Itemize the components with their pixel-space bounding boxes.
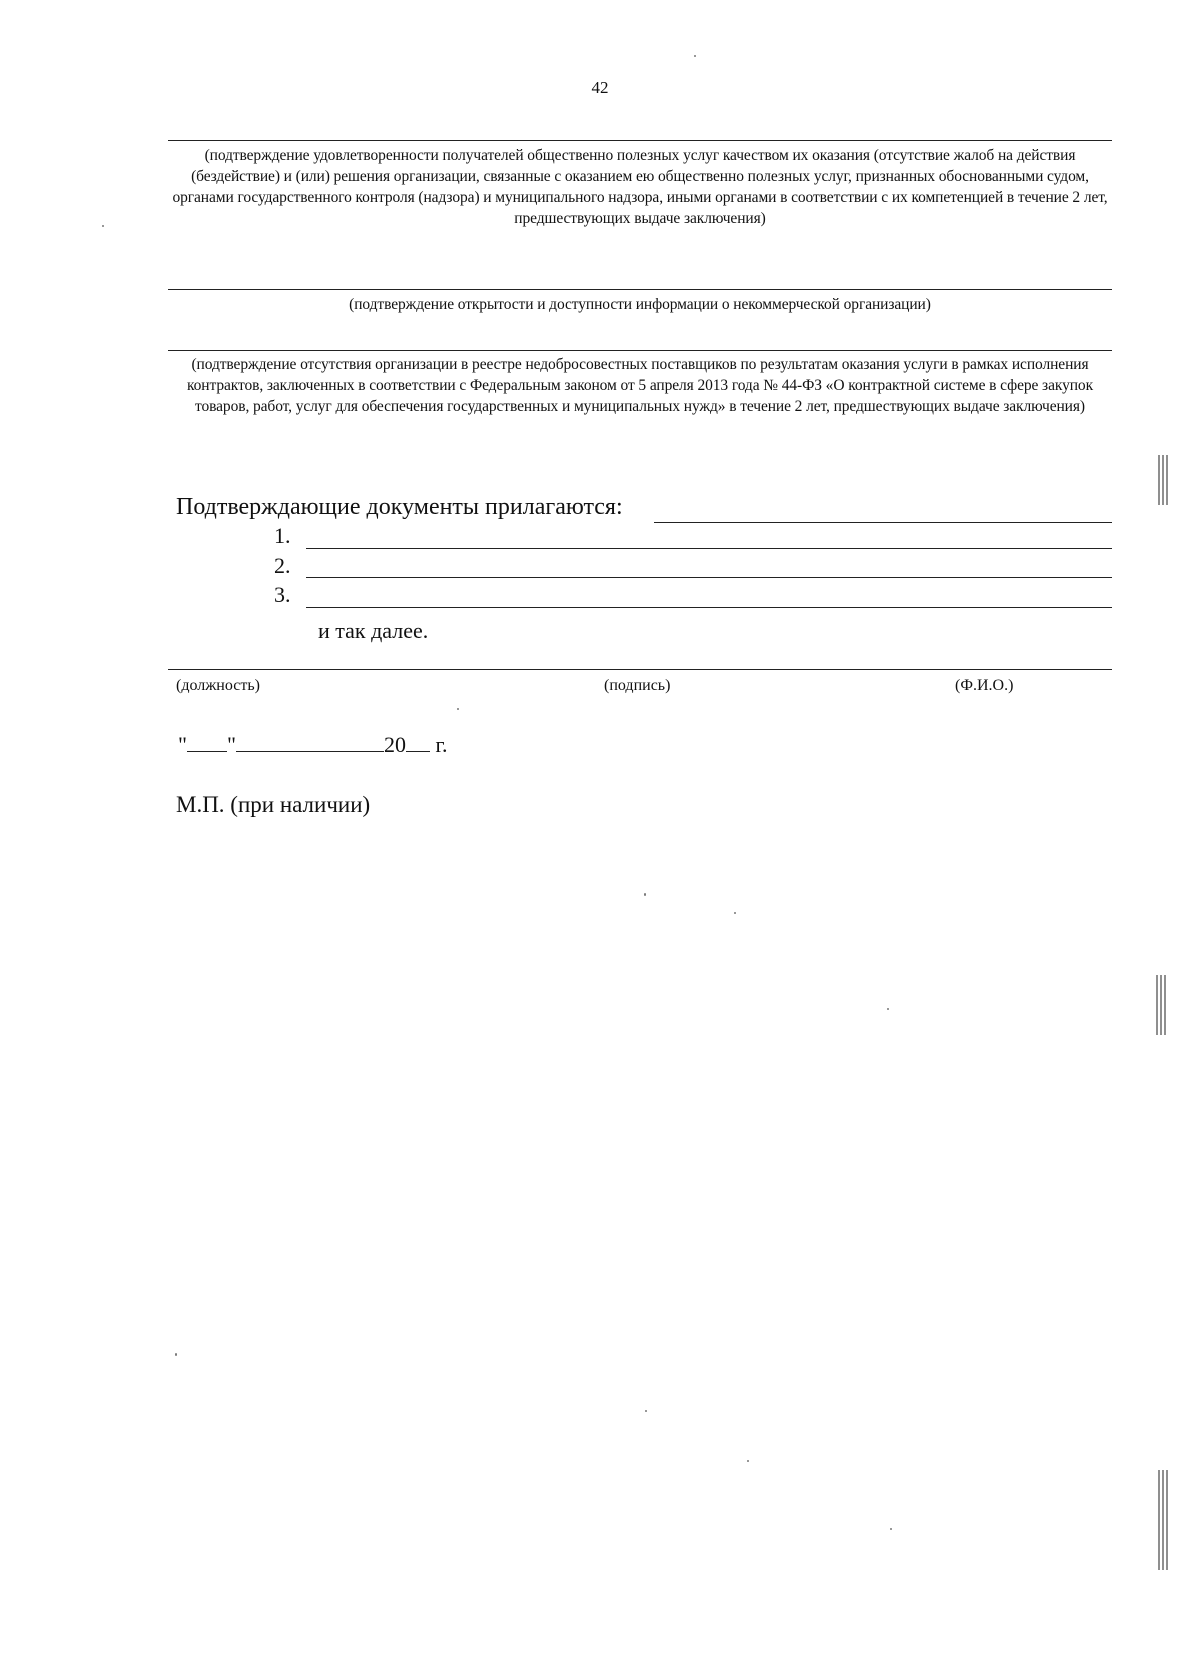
- date-close-quote: ": [226, 732, 236, 757]
- registry-note: (подтверждение отсутствия организации в реестре недобросовестных поставщиков по результатам оказания услуги в рамках исполнения контрактов, заключенных в соответствии с Федеральным законом от 5 апреля 2013 года № 44-ФЗ «О контрактной системе в сфере закупок товаров, работ, услуг для обеспечения государственных и муниципальных нужд» в течение 2 лет, предшествующих выдаче заключения): [186, 356, 1093, 415]
- signature-label: (подпись): [604, 677, 671, 694]
- document-item-line: [306, 607, 1112, 608]
- scan-speck: [887, 1008, 889, 1010]
- satisfaction-rule: [168, 140, 1112, 141]
- scan-speck: [102, 225, 104, 227]
- document-item-number: 1.: [274, 523, 291, 548]
- documents-heading-line: [654, 522, 1112, 523]
- signature-rule: [168, 669, 1112, 670]
- scan-speck: [734, 912, 736, 914]
- openness-note: (подтверждение открытости и доступности информации о некоммерческой организации): [349, 296, 931, 313]
- scan-speck: [457, 708, 459, 710]
- scan-artifact: [1158, 1470, 1170, 1570]
- satisfaction-note: (подтверждение удовлетворенности получателей общественно полезных услуг качеством их оказания (отсутствие жалоб на действия (бездействие) и (или) решения организации, связанные с оказанием ею общественно полезных услуг, признанных обоснованными судом, органами государственного контроля (надзора) и муниципального надзора, иными органами в соответствии с их компетенцией в течение 2 лет, предшествующих выдаче заключения): [172, 147, 1108, 227]
- date-open-quote: ": [178, 732, 187, 757]
- year-suffix: г.: [435, 732, 448, 757]
- scan-artifact: [1156, 975, 1168, 1035]
- name-label: (Ф.И.О.): [955, 677, 1014, 694]
- scan-speck: [645, 1410, 647, 1412]
- openness-rule: [168, 289, 1112, 290]
- scan-artifact: [1158, 455, 1168, 505]
- documents-etc: и так далее.: [318, 618, 429, 643]
- scan-speck: [890, 1528, 892, 1530]
- year-blank: [406, 733, 430, 752]
- month-blank: [236, 733, 384, 752]
- document-item-number: 3.: [274, 582, 291, 607]
- document-item-line: [306, 548, 1112, 549]
- registry-rule: [168, 350, 1112, 351]
- scan-speck: [694, 55, 696, 57]
- document-item-number: 2.: [274, 553, 291, 578]
- page-number: 42: [591, 78, 609, 97]
- position-label: (должность): [176, 677, 260, 694]
- year-prefix: 20: [383, 732, 406, 757]
- document-item-line: [306, 577, 1112, 578]
- stamp-place-label: М.П. (при наличии): [176, 792, 371, 817]
- documents-heading: Подтверждающие документы прилагаются:: [176, 494, 623, 520]
- day-blank: [187, 733, 227, 752]
- date-field: [178, 732, 448, 758]
- scan-speck: [644, 893, 646, 896]
- scan-speck: [747, 1460, 749, 1462]
- scan-speck: [175, 1353, 177, 1356]
